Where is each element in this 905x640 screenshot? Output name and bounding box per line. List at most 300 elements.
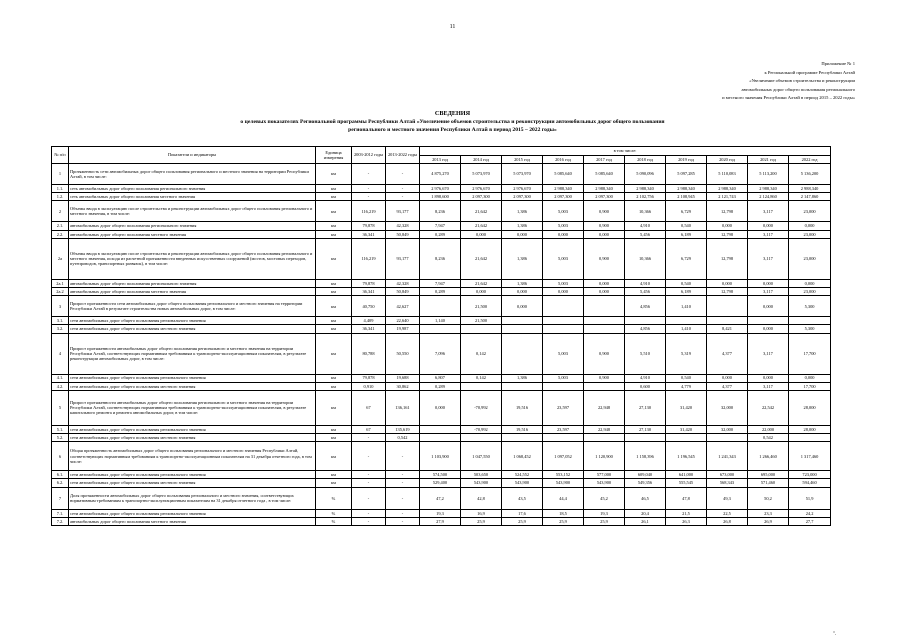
row-period-2: 136,161 [386, 390, 420, 425]
row-year-value: 12,798 [707, 201, 748, 222]
row-unit: км [316, 201, 352, 222]
row-year-value [461, 434, 502, 442]
row-year-value: 20,4 [625, 509, 666, 517]
row-indicator: Протяженность сети автомобильных дорог общего пользования регионального и местного значения на территории Республики Алтай, в том числе: [69, 164, 316, 185]
row-year-value: 5,300 [789, 296, 831, 317]
row-period-1: - [352, 442, 386, 471]
row-period-1: 36,341 [352, 287, 386, 295]
row-indicator: Объемы ввода в эксплуатацию после строительства и реконструкции автомобильных дорог общего пользования регионального и местного значения, в том числе: [69, 201, 316, 222]
row-number: 1.1. [52, 185, 69, 193]
row-year-value: 0,000 [461, 287, 502, 295]
row-unit: км [316, 374, 352, 382]
row-year-value: 1 047,550 [461, 442, 502, 471]
indicators-table [51, 146, 831, 526]
row-year-value: 2 988,340 [707, 185, 748, 193]
row-unit: км [316, 164, 352, 185]
row-year-value: 2 147,860 [789, 193, 831, 201]
row-year-value: 5 090,096 [625, 164, 666, 185]
row-period-1: - [352, 479, 386, 487]
row-number: 4.2. [52, 382, 69, 390]
row-year-value: 641,000 [666, 471, 707, 479]
row-year-value: 7,947 [420, 279, 461, 287]
table-row [52, 222, 831, 230]
row-unit: км [316, 390, 352, 425]
table-row [52, 230, 831, 238]
row-year-value: 1 103,900 [420, 442, 461, 471]
row-year-value: 1 068,452 [502, 442, 543, 471]
row-year-value: 2 124,860 [748, 193, 789, 201]
row-year-value: 0,000 [748, 325, 789, 333]
row-unit: км [316, 471, 352, 479]
row-year-value: 2 988,340 [584, 185, 625, 193]
row-number: 7.2. [52, 517, 69, 525]
row-year-value: 4,910 [625, 279, 666, 287]
row-year-value: 26,1 [625, 517, 666, 525]
row-year-value: 0,000 [584, 287, 625, 295]
row-indicator: сети автомобильных дорог общего пользования регионального значения [69, 471, 316, 479]
row-year-value: 0,289 [420, 230, 461, 238]
row-year-value: 0,000 [707, 279, 748, 287]
row-period-2: 42,328 [386, 279, 420, 287]
row-period-2: 0,542 [386, 434, 420, 442]
row-year-value: 4,856 [625, 325, 666, 333]
header-row [52, 147, 831, 156]
row-year-value: 1,386 [502, 222, 543, 230]
row-year-value [584, 434, 625, 442]
row-year-value: 44,4 [543, 487, 584, 509]
row-indicator: автомобильных дорог общего пользования местного значения [69, 517, 316, 525]
row-year-value: 19,516 [502, 390, 543, 425]
row-number: 2.1. [52, 222, 69, 230]
row-year-value: 609,040 [625, 471, 666, 479]
row-indicator: Доля протяженности автомобильных дорог общего пользования регионального и местного значения, соответствующих нормативным требованиям к транспортно-эксплуатационным показателям на 31 декабря отчетного года , в том числе: [69, 487, 316, 509]
row-number: 2а [52, 238, 69, 279]
header-year: 2014 год [461, 156, 502, 164]
header-period-1: 2003-2012 годы [352, 147, 386, 164]
row-year-value [748, 317, 789, 325]
row-year-value: 19,3 [420, 509, 461, 517]
header-year: 2016 год [543, 156, 584, 164]
row-year-value: 3,117 [748, 201, 789, 222]
row-year-value: 49,3 [707, 487, 748, 509]
row-year-value: 0,289 [420, 382, 461, 390]
row-period-2: - [386, 442, 420, 471]
row-year-value: 26,8 [707, 517, 748, 525]
row-indicator: Общая протяженность автомобильных дорог общего пользования регионального и местного значения Республики Алтай, соответствующих нормативным требованиям к транспортно-эксплуатационным показателям на 31 декабря отчетного года, в том числе: [69, 442, 316, 471]
row-year-value: 27,130 [625, 390, 666, 425]
row-year-value [707, 317, 748, 325]
row-unit: км [316, 479, 352, 487]
row-year-value: 46,5 [625, 487, 666, 509]
row-year-value: 8,236 [420, 238, 461, 279]
row-year-value: 0,000 [502, 287, 543, 295]
row-year-value: 0,540 [666, 374, 707, 382]
row-year-value: 24,2 [789, 509, 831, 517]
row-year-value: 0,000 [543, 230, 584, 238]
row-year-value: 27,7 [789, 517, 831, 525]
row-year-value [502, 333, 543, 374]
row-year-value [625, 434, 666, 442]
row-indicator: автомобильных дорог общего пользования регионального значения [69, 279, 316, 287]
row-period-1: - [352, 471, 386, 479]
row-unit: км [316, 434, 352, 442]
row-indicator: Прирост протяженности сети автомобильных дорог общего пользования регионального и местного значения на территории Республики Алтай в результате строительства новых автомобильных дорог, в том числе: [69, 296, 316, 317]
row-number: 2а.1 [52, 279, 69, 287]
row-number: 6.2. [52, 479, 69, 487]
row-year-value: 12,798 [707, 230, 748, 238]
row-year-value: 673,000 [707, 471, 748, 479]
row-year-value: 4,910 [625, 374, 666, 382]
row-indicator: сети автомобильных дорог общего пользования местного значения [69, 479, 316, 487]
row-year-value: 28,000 [789, 425, 831, 433]
row-year-value: 8,236 [420, 201, 461, 222]
row-year-value: 0,289 [420, 287, 461, 295]
row-period-2: 50,849 [386, 287, 420, 295]
row-number: 5 [52, 390, 69, 425]
row-period-2: - [386, 487, 420, 509]
row-year-value: 0,540 [666, 279, 707, 287]
row-year-value: 2 097,300 [502, 193, 543, 201]
row-year-value: 4,910 [625, 222, 666, 230]
row-period-2: 30,862 [386, 382, 420, 390]
row-year-value [543, 325, 584, 333]
row-year-value: 2 976,670 [502, 185, 543, 193]
row-year-value: 21,642 [461, 222, 502, 230]
row-unit: % [316, 487, 352, 509]
row-period-1: 0,910 [352, 382, 386, 390]
table-row [52, 487, 831, 509]
row-period-2: - [386, 517, 420, 525]
row-year-value [707, 296, 748, 317]
row-year-value: 4,377 [707, 333, 748, 374]
header-indicator: Показатели и индикаторы [69, 147, 316, 164]
row-unit: км [316, 333, 352, 374]
row-year-value: 0,000 [789, 374, 831, 382]
row-number: 4 [52, 333, 69, 374]
row-year-value: 22,948 [584, 390, 625, 425]
row-indicator: сети автомобильных дорог общего пользования регионального значения [69, 317, 316, 325]
row-year-value: 5 097,285 [666, 164, 707, 185]
row-year-value: 23,000 [789, 287, 831, 295]
row-year-value: 5,003 [543, 333, 584, 374]
row-year-value: 2 097,300 [584, 193, 625, 201]
table-row [52, 479, 831, 487]
document-title [60, 110, 845, 135]
row-indicator: сети автомобильных дорог общего пользования местного значения [69, 434, 316, 442]
row-year-value [543, 382, 584, 390]
row-year-value: 2 988,340 [748, 185, 789, 193]
row-year-value: 19,516 [502, 425, 543, 433]
row-year-value: 47,8 [666, 487, 707, 509]
row-year-value: 0,900 [584, 201, 625, 222]
row-year-value: 1 120,900 [584, 442, 625, 471]
row-period-1: 80,788 [352, 333, 386, 374]
row-year-value: 21,500 [461, 317, 502, 325]
row-number: 5.1. [52, 425, 69, 433]
row-year-value: 0,000 [420, 390, 461, 425]
header-including: в том числе: [420, 147, 831, 156]
row-period-2: 93,177 [386, 201, 420, 222]
row-year-value: 10,366 [625, 201, 666, 222]
row-indicator: сеть автомобильных дорог общего пользования местного значения [69, 193, 316, 201]
row-year-value: 568,343 [707, 479, 748, 487]
row-year-value: 1 097,052 [543, 442, 584, 471]
row-number: 2 [52, 201, 69, 222]
row-year-value: 1 241,343 [707, 442, 748, 471]
row-unit: км [316, 193, 352, 201]
row-year-value: 503,650 [461, 471, 502, 479]
row-year-value: 21,642 [461, 201, 502, 222]
row-year-value: 2 988,340 [666, 185, 707, 193]
row-number: 7 [52, 487, 69, 509]
row-year-value: 2 988,340 [625, 185, 666, 193]
row-period-2: - [386, 471, 420, 479]
page-number: 11 [449, 24, 456, 30]
table-row [52, 390, 831, 425]
row-year-value: 0,000 [707, 222, 748, 230]
row-period-2: - [386, 509, 420, 517]
row-year-value: 28,000 [789, 390, 831, 425]
row-period-1: - [352, 164, 386, 185]
row-year-value: 0,600 [625, 382, 666, 390]
row-year-value: 32,000 [707, 390, 748, 425]
row-year-value: 0,000 [789, 222, 831, 230]
row-period-1: - [352, 509, 386, 517]
row-year-value: 27,9 [420, 517, 461, 525]
row-year-value: 2 102,756 [625, 193, 666, 201]
row-year-value: 577,000 [584, 471, 625, 479]
row-indicator: сети автомобильных дорог общего пользования регионального значения [69, 374, 316, 382]
table-row [52, 185, 831, 193]
row-year-value: 571,460 [748, 479, 789, 487]
appendix-line: и местного значения Республики Алтай в период 2015 – 2022 годы» [722, 95, 855, 101]
row-year-value: -70,992 [461, 425, 502, 433]
row-unit: км [316, 222, 352, 230]
header-year: 2020 год [707, 156, 748, 164]
row-year-value: 47,2 [420, 487, 461, 509]
row-year-value: 549,356 [625, 479, 666, 487]
header-year: 2019 год [666, 156, 707, 164]
row-year-value: 2 976,670 [420, 185, 461, 193]
row-period-2: - [386, 193, 420, 201]
row-period-2: 93,177 [386, 238, 420, 279]
header-year: 2021 год [748, 156, 789, 164]
row-year-value: 0,000 [707, 374, 748, 382]
row-year-value [584, 317, 625, 325]
row-year-value: 8,421 [707, 325, 748, 333]
row-year-value: 18,5 [543, 509, 584, 517]
row-period-2: 19,987 [386, 325, 420, 333]
row-period-1: 116,219 [352, 238, 386, 279]
row-year-value [420, 425, 461, 433]
row-year-value: 5,003 [543, 279, 584, 287]
row-indicator: автомобильных дорог общего пользования местного значения [69, 287, 316, 295]
row-year-value: 2 976,670 [461, 185, 502, 193]
row-number: 3.2. [52, 325, 69, 333]
row-indicator: автомобильных дорог общего пользования местного значения [69, 230, 316, 238]
row-indicator: Объемы ввода в эксплуатацию после строительства и реконструкции автомобильных дорог общего пользования регионального и местного значения, исходя из расчетной протяженности введенных искусственных сооружений (мостов, мостовых переходов, путепроводов, транспортных развязок), в том числе: [69, 238, 316, 279]
row-period-2: 135,619 [386, 425, 420, 433]
row-period-2: 42,627 [386, 296, 420, 317]
row-year-value: 25,9 [461, 517, 502, 525]
row-year-value: 23,000 [789, 230, 831, 238]
row-unit: км [316, 325, 352, 333]
row-year-value: 21,5 [666, 509, 707, 517]
row-year-value: 0,000 [584, 279, 625, 287]
row-year-value: 23,000 [789, 201, 831, 222]
row-year-value: 1,386 [502, 201, 543, 222]
row-year-value: 5 073,970 [461, 164, 502, 185]
row-year-value [789, 434, 831, 442]
row-year-value: 3,117 [748, 382, 789, 390]
header-year: 2022 год [789, 156, 831, 164]
row-year-value: 0,900 [584, 238, 625, 279]
row-year-value: 27,130 [625, 425, 666, 433]
row-year-value: 17,700 [789, 333, 831, 374]
row-year-value: 6,189 [666, 287, 707, 295]
row-year-value: 1,410 [666, 325, 707, 333]
row-period-1: 79,878 [352, 279, 386, 287]
table-row [52, 164, 831, 185]
row-year-value: 7,096 [420, 333, 461, 374]
row-year-value: 0,000 [748, 374, 789, 382]
row-year-value [502, 434, 543, 442]
row-year-value: 51,9 [789, 487, 831, 509]
row-year-value: 17,700 [789, 382, 831, 390]
row-year-value: 695,000 [748, 471, 789, 479]
row-year-value: 594,460 [789, 479, 831, 487]
table-row [52, 517, 831, 525]
table-row [52, 193, 831, 201]
row-year-value: 0,000 [543, 287, 584, 295]
row-year-value: 1 317,460 [789, 442, 831, 471]
row-period-1: 4,409 [352, 317, 386, 325]
row-year-value [584, 296, 625, 317]
row-year-value: 45,2 [584, 487, 625, 509]
row-period-2: 42,328 [386, 222, 420, 230]
row-year-value: 0,900 [584, 222, 625, 230]
row-period-2: 22,640 [386, 317, 420, 325]
row-year-value: 10,366 [625, 238, 666, 279]
table-row [52, 325, 831, 333]
row-year-value: 6,729 [666, 238, 707, 279]
table-row [52, 201, 831, 222]
row-year-value: 0,900 [584, 333, 625, 374]
row-year-value: 2 097,300 [461, 193, 502, 201]
row-number: 1 [52, 164, 69, 185]
row-year-value: 21,500 [461, 296, 502, 317]
header-unit: Единица измерения [316, 147, 352, 164]
row-indicator: сети автомобильных дорог общего пользования регионального значения [69, 509, 316, 517]
row-period-1: 116,219 [352, 201, 386, 222]
row-year-value [420, 325, 461, 333]
row-year-value: 26,9 [748, 517, 789, 525]
row-year-value: 6,807 [420, 374, 461, 382]
row-year-value: 1 266,460 [748, 442, 789, 471]
header-year: 2018 год [625, 156, 666, 164]
row-period-1: 36,341 [352, 230, 386, 238]
row-year-value: 42,8 [461, 487, 502, 509]
row-year-value: 543,900 [461, 479, 502, 487]
row-year-value: 22,542 [748, 390, 789, 425]
row-year-value: 553,152 [543, 471, 584, 479]
table-row [52, 471, 831, 479]
row-year-value: 4,377 [707, 382, 748, 390]
row-unit: км [316, 382, 352, 390]
row-year-value: 0,000 [789, 279, 831, 287]
row-unit: км [316, 296, 352, 317]
row-year-value: 1,386 [502, 238, 543, 279]
table-row [52, 279, 831, 287]
header-no: № п/п [52, 147, 69, 164]
row-number: 3 [52, 296, 69, 317]
row-year-value [502, 325, 543, 333]
table-row [52, 296, 831, 317]
row-year-value: 7,947 [420, 222, 461, 230]
row-year-value: 5 110,083 [707, 164, 748, 185]
row-indicator: сеть автомобильных дорог общего пользования регионального значения [69, 185, 316, 193]
row-year-value [789, 317, 831, 325]
row-year-value: 1 898,600 [420, 193, 461, 201]
row-period-1: 36,341 [352, 325, 386, 333]
row-year-value: 21,642 [461, 238, 502, 279]
row-period-2: - [386, 479, 420, 487]
row-year-value: 0,000 [584, 230, 625, 238]
table-row [52, 374, 831, 382]
row-year-value: 25,9 [502, 517, 543, 525]
row-year-value: 529,400 [420, 479, 461, 487]
table-row [52, 382, 831, 390]
row-period-1: - [352, 434, 386, 442]
row-year-value: 0,542 [748, 434, 789, 442]
row-year-value: 22,948 [584, 425, 625, 433]
title-line-1: о целевых показателях Региональной программы Республики Алтай «Увеличение объемов строительства и реконструкции автомобильных дорог общего пользования [240, 119, 665, 126]
row-year-value [666, 434, 707, 442]
row-year-value: 5,300 [789, 325, 831, 333]
row-period-1: 40,750 [352, 296, 386, 317]
row-period-1: 79,878 [352, 374, 386, 382]
row-year-value: 0,000 [502, 296, 543, 317]
row-year-value [461, 325, 502, 333]
table-row [52, 425, 831, 433]
row-year-value: 12,798 [707, 287, 748, 295]
row-unit: км [316, 185, 352, 193]
table-row [52, 442, 831, 471]
row-unit: км [316, 287, 352, 295]
row-year-value: 6,189 [666, 230, 707, 238]
appendix-line: автомобильных дорог общего пользования регионального [741, 86, 855, 92]
row-year-value: 5 085,640 [543, 164, 584, 185]
appendix-line: Приложение № 1 [821, 61, 855, 66]
row-period-2: - [386, 164, 420, 185]
row-unit: км [316, 279, 352, 287]
title-line-2: регионального и местного значения Республики Алтай в период 2015 – 2022 годы» [348, 127, 557, 134]
row-year-value: 0,000 [748, 222, 789, 230]
table-row [52, 238, 831, 279]
row-year-value: 5,003 [543, 374, 584, 382]
row-period-2: 50,550 [386, 333, 420, 374]
row-year-value: 4,779 [666, 382, 707, 390]
row-year-value: 3,117 [748, 238, 789, 279]
row-year-value: 23,597 [543, 390, 584, 425]
row-period-1: - [352, 487, 386, 509]
row-year-value: 32,000 [707, 425, 748, 433]
row-year-value: 12,798 [707, 238, 748, 279]
row-year-value: 0,142 [461, 333, 502, 374]
row-indicator: сети автомобильных дорог общего пользования регионального значения [69, 425, 316, 433]
row-year-value: 4,856 [625, 296, 666, 317]
row-year-value: 3,117 [748, 230, 789, 238]
